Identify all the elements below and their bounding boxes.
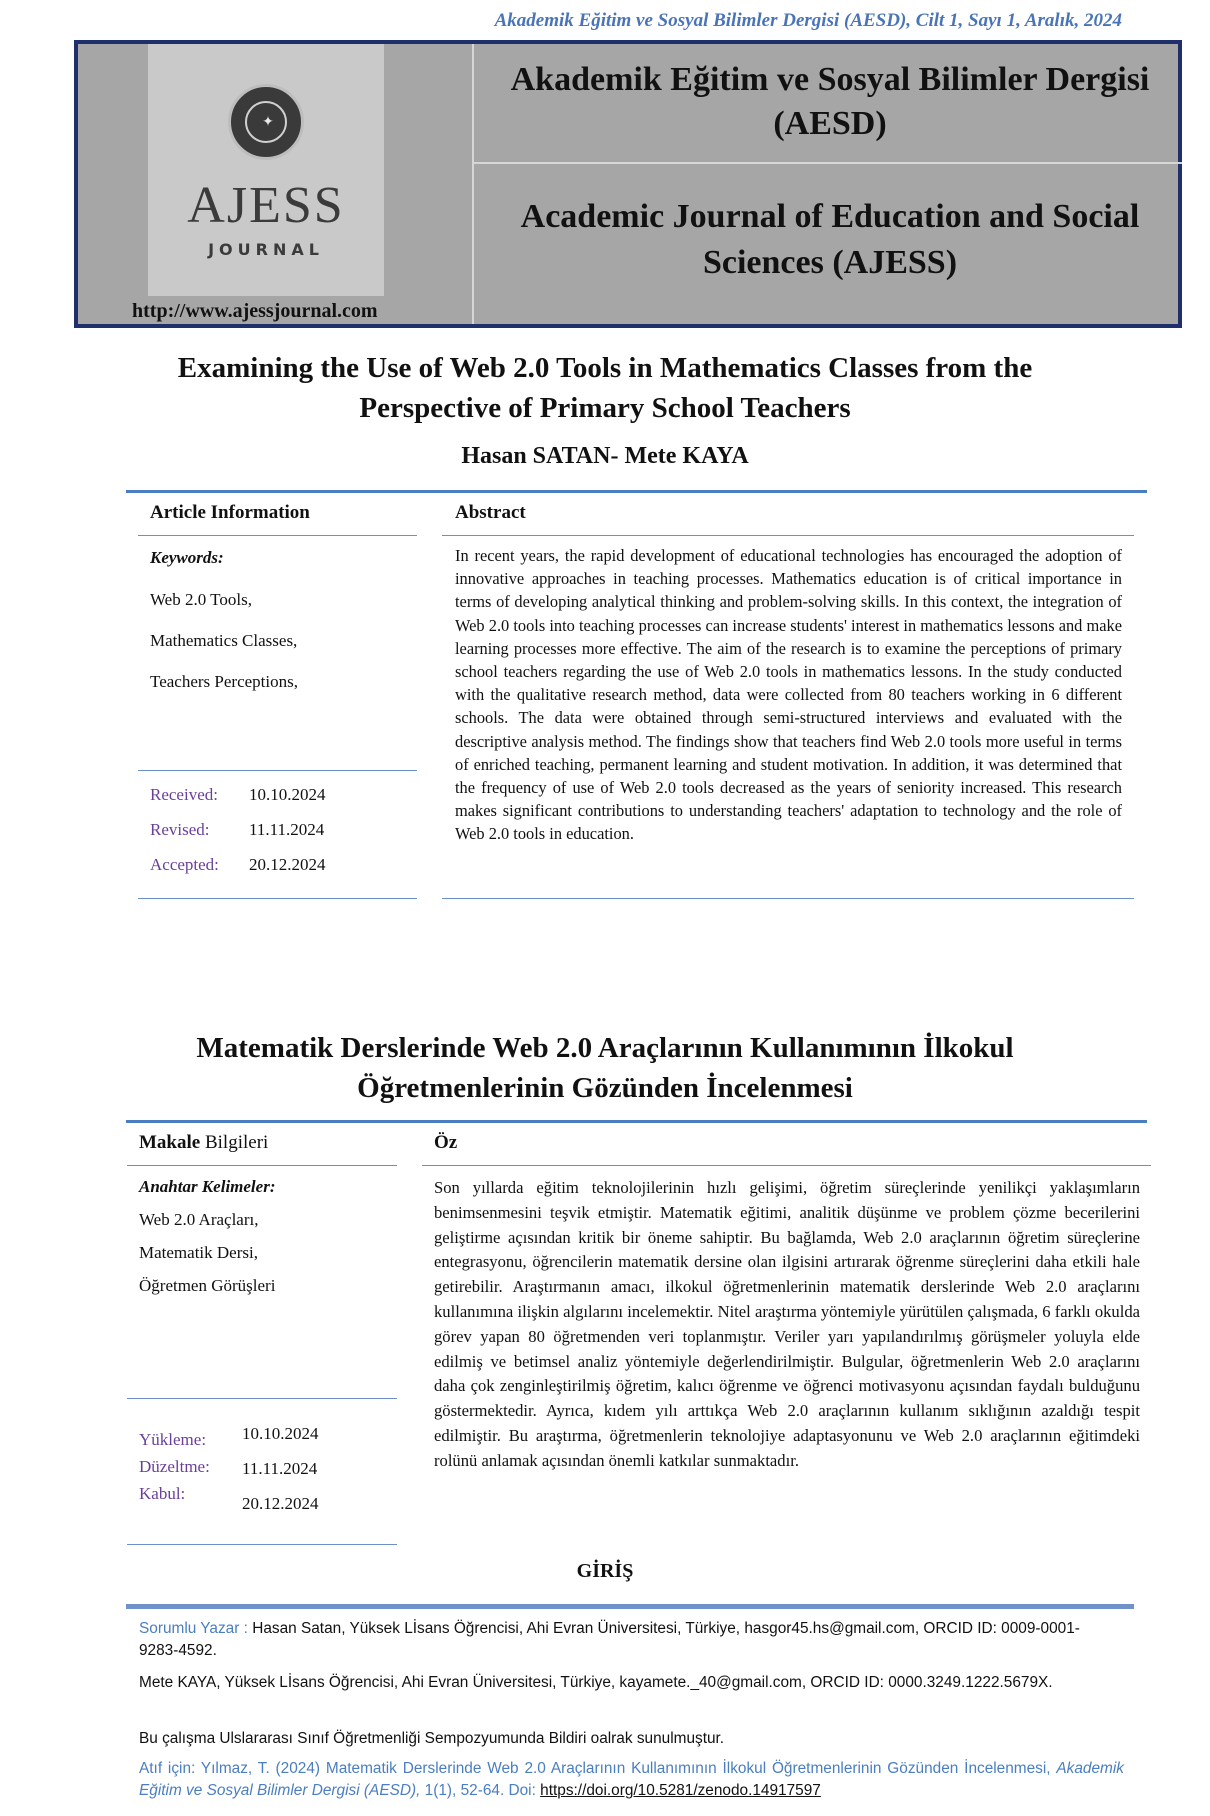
masthead-divider-horizontal <box>474 162 1182 164</box>
logo-emblem-ring <box>245 101 287 143</box>
journal-url[interactable]: http://www.ajessjournal.com <box>132 300 378 322</box>
logo-subtext: JOURNAL <box>208 240 324 259</box>
abstract-heading-rule <box>442 535 1134 536</box>
turkish-keyword-item: Web 2.0 Araçları, <box>139 1210 259 1229</box>
anahtar-kelimeler-label: Anahtar Kelimeler: <box>139 1177 276 1196</box>
kabul-label: Kabul: <box>139 1484 186 1503</box>
abstract-heading: Abstract <box>455 502 526 523</box>
yukleme-label: Yükleme: <box>139 1430 207 1449</box>
citation-volume: 1(1), 52-64. Doi: <box>424 1782 536 1799</box>
keyword-item: Web 2.0 Tools, <box>150 590 252 609</box>
info-top-rule <box>126 490 1147 493</box>
turkish-dates-bottom-rule <box>127 1544 397 1545</box>
turkish-abstract-text: Son yıllarda eğitim teknolojilerinin hızlı gelişimi, öğretim süreçlerinde yenilikçi yaklaşımların benimsenmesini teşvik etmiştir. Matematik eğitimi, analitik düşünme ve problem çözme becerilerini geliştirme açısından kritik bir öneme sahiptir. Bu bağlamda, Web 2.0 araçlarının öğretim süreçlerine entegrasyonu, öğrencilerin matematik dersine olan ilgisini artırarak öğrenme süreçlerini daha etkili hale getirebilir. Araştırmanın amacı, ilkokul öğretmenlerinin matematik derslerinde Web 2.0 araçlarını kullanımına ilişkin algılarını incelemektir. Nitel araştırma yöntemiyle yürütülen çalışmada, 6 farklı okulda görev yapan 80 öğretmenden veri toplanmıştır. Veriler yarı yapılandırılmış görüşmeler yoluyla elde edilmiş ve betimsel analiz yöntemiyle değerlendirilmiştir. Bulgular, öğretmenlerin Web 2.0 araçlarını daha çok zenginleştirilmiş öğretim, kalıcı öğrenme ve öğrenci motivasyonu açısından faydalı bulduğunu göstermektedir. Ayrıca, kıdem yılı arttıkça Web 2.0 araçlarının kullanım sıklığının azaldığı tespit edilmiştir. Bu araştırma, öğretmenlerin teknolojiye adaptasyonunu ve Web 2.0 araçlarının eğitimdeki rolünü anlamak açısından önemli katkılar sunmaktadır. <box>434 1178 1140 1470</box>
dates-bottom-rule <box>138 898 417 899</box>
second-author-note: Mete KAYA, Yüksek Lİsans Öğrencisi, Ahi Evran Üniversitesi, Türkiye, kayamete._40@gmail.com, ORCID ID: 0000.3249.1222.5679X. <box>139 1674 1053 1691</box>
logo-wordmark: AJESS <box>187 177 345 234</box>
citation-note <box>139 1758 1124 1802</box>
received-label: Received: <box>150 785 218 804</box>
book-icon: ✦ <box>262 114 274 130</box>
received-date: 10.10.2024 <box>249 785 326 804</box>
citation-journal: Akademik Eğitim ve Sosyal Bilimler Dergisi (AESD), <box>139 1760 1124 1799</box>
citation-label: Atıf için: <box>139 1760 196 1777</box>
turkish-article-title <box>110 1028 1100 1108</box>
keyword-item: Mathematics Classes, <box>150 631 298 650</box>
turkish-info-heading-rule <box>127 1165 397 1166</box>
journal-title-turkish-line2: (AESD) <box>773 105 887 142</box>
article-title-line1: Examining the Use of Web 2.0 Tools in Mathematics Classes from the <box>177 352 1033 384</box>
article-title <box>110 348 1100 428</box>
journal-masthead <box>74 40 1182 328</box>
oz-heading-rule <box>422 1165 1151 1166</box>
turkish-title-line1: Matematik Derslerinde Web 2.0 Araçlarının Kullanımının İlkokul <box>196 1032 1014 1064</box>
presentation-note: Bu çalışma Ulslararası Sınıf Öğretmenliği Sempozyumunda Bildiri oalrak sunulmuştur. <box>139 1730 725 1747</box>
makale-bilgileri-bold: Makale <box>139 1132 201 1153</box>
doi-link[interactable]: https://doi.org/10.5281/zenodo.14917597 <box>540 1782 821 1799</box>
english-abstract-text: In recent years, the rapid development of educational technologies has encouraged the adoption of innovative approaches in teaching processes. Mathematics education is of critical importance in terms of developing analytical thinking and problem-solving skills. In this context, the integration of Web 2.0 tools into teaching processes can increase students' interest in mathematics lessons and make learning processes more effective. The aim of the research is to examine the perceptions of primary school teachers regarding the use of Web 2.0 tools in mathematics lessons. In the study conducted with the qualitative research method, data were collected from 80 teachers working in 6 different schools. The data were obtained through semi-structured interviews and evaluated with the descriptive analysis method. The findings show that teachers find Web 2.0 tools more useful in terms of enriched teaching, permanent learning and student motivation. In addition, it was determined that the frequency of use of Web 2.0 tools decreased as the years of seniority increased. This research makes significant contributions to understanding teachers' adaptation to technology and the role of Web 2.0 tools in education. <box>455 546 1122 844</box>
oz-heading: Öz <box>434 1132 458 1153</box>
logo-emblem-icon <box>228 84 304 160</box>
turkish-dates-top-rule <box>127 1398 397 1399</box>
keyword-item: Teachers Perceptions, <box>150 672 298 691</box>
turkish-keyword-item: Matematik Dersi, <box>139 1243 258 1262</box>
revised-label: Revised: <box>150 820 210 839</box>
journal-title-english-line1: Academic Journal of Education and Social <box>520 198 1140 235</box>
giris-heading: GİRİŞ <box>576 1560 634 1582</box>
makale-bilgileri-heading <box>139 1132 268 1154</box>
kabul-date: 20.12.2024 <box>242 1494 319 1513</box>
makale-bilgileri-rest: Bilgileri <box>204 1132 269 1153</box>
corresponding-author-label: Sorumlu Yazar : <box>139 1620 248 1637</box>
journal-title-english-line2: Sciences (AJESS) <box>702 244 958 281</box>
duzeltme-label: Düzeltme: <box>139 1457 210 1476</box>
keywords-label: Keywords: <box>150 548 224 567</box>
yukleme-date: 10.10.2024 <box>242 1424 319 1443</box>
turkish-keyword-item: Öğretmen Görüşleri <box>139 1276 276 1295</box>
footnote-rule <box>126 1604 1134 1609</box>
running-header: Akademik Eğitim ve Sosyal Bilimler Dergisi (AESD), Cilt 1, Sayı 1, Aralık, 2024 <box>494 10 1122 31</box>
journal-title-english <box>474 194 1186 286</box>
corresponding-author-note <box>139 1618 1119 1662</box>
dates-top-rule <box>138 770 417 771</box>
corresponding-author-text: Hasan Satan, Yüksek Lİsans Öğrencisi, Ahi Evran Üniversitesi, Türkiye, hasgor45.hs@gmail.com, ORCID ID: 0009-0001-9283-4592. <box>139 1620 1080 1659</box>
journal-title-turkish-line1: Akademik Eğitim ve Sosyal Bilimler Dergisi <box>510 61 1150 98</box>
accepted-label: Accepted: <box>150 855 219 874</box>
info-heading-rule <box>138 535 417 536</box>
turkish-title-line2: Öğretmenlerinin Gözünden İncelenmesi <box>357 1072 853 1104</box>
revised-date: 11.11.2024 <box>249 820 325 839</box>
abstract-bottom-rule <box>442 898 1134 899</box>
turkish-info-top-rule <box>126 1120 1147 1123</box>
article-title-line2: Perspective of Primary School Teachers <box>359 392 851 424</box>
journal-logo <box>148 44 384 296</box>
journal-title-turkish <box>474 58 1186 146</box>
duzeltme-date: 11.11.2024 <box>242 1459 318 1478</box>
article-information-heading: Article Information <box>150 502 310 523</box>
accepted-date: 20.12.2024 <box>249 855 326 874</box>
article-authors: Hasan SATAN- Mete KAYA <box>461 443 749 469</box>
citation-text: Yılmaz, T. (2024) Matematik Derslerinde Web 2.0 Araçlarının Kullanımının İlkokul Öğretmenlerinin Gözünden İncelenmesi, <box>200 1760 1051 1777</box>
